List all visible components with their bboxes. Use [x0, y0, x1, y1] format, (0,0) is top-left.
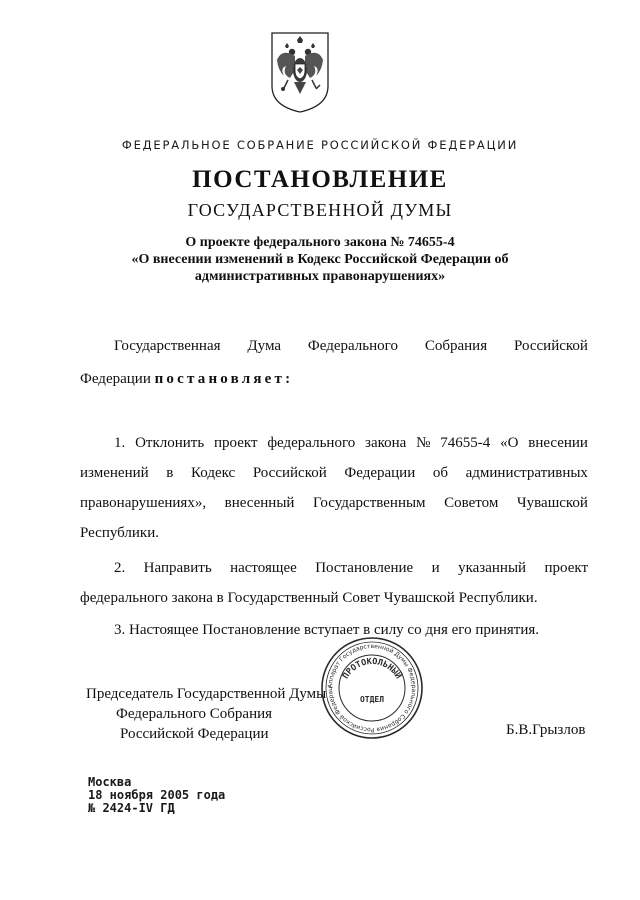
- intro-line: [80, 338, 588, 355]
- word: Российской: [252, 465, 327, 481]
- issuer: ГОСУДАРСТВЕННОЙ ДУМЫ: [187, 200, 453, 220]
- word: Государственным: [313, 495, 426, 511]
- word: Дума: [247, 338, 282, 354]
- word: Кодекс: [191, 465, 236, 481]
- word: 1.: [114, 435, 126, 451]
- word: Российской: [514, 338, 588, 354]
- official-stamp: [320, 636, 424, 740]
- paragraph-line: Республики.: [80, 525, 159, 541]
- word: Федерации: [344, 465, 416, 481]
- word: и: [431, 560, 440, 576]
- signatory-name: Б.В.Грызлов: [506, 722, 586, 738]
- word: №: [416, 435, 431, 451]
- russian-coat-of-arms-icon: [268, 30, 332, 114]
- paragraph-line: [80, 462, 588, 492]
- word: Отклонить: [135, 435, 205, 451]
- stamp-inner-top-text: ПРОТОКОЛЬНЫЙ: [341, 656, 403, 681]
- paragraph-line: [80, 492, 588, 522]
- paragraph-line: [80, 557, 588, 587]
- word: внесении: [528, 435, 588, 451]
- word: 74655-4: [440, 435, 491, 451]
- word: в: [166, 465, 174, 481]
- intro-line: [80, 371, 588, 388]
- document-number: № 2424-IV ГД: [88, 801, 175, 815]
- word: Постановление: [315, 560, 414, 576]
- stamp-outer-ring: [322, 638, 422, 738]
- signatory-title-line: Российской Федерации: [120, 726, 269, 742]
- organization-header: ФЕДЕРАЛЬНОЕ СОБРАНИЕ РОССИЙСКОЙ ФЕДЕРАЦИИ: [121, 138, 519, 152]
- stamp-center-text: ОТДЕЛ: [359, 695, 385, 704]
- word: закона: [365, 435, 407, 451]
- word: проект: [214, 435, 258, 451]
- word: федерального: [267, 435, 356, 451]
- word: указанный: [458, 560, 527, 576]
- paragraph-2: [80, 557, 588, 617]
- signatory-title-line: Федерального Собрания: [116, 706, 273, 722]
- document-subject: [0, 234, 640, 285]
- paragraph-line: 3. Настоящее Постановление вступает в силу со дня его принятия.: [114, 622, 540, 638]
- word: Государственная: [114, 338, 221, 354]
- document-footer: [88, 776, 225, 815]
- word: Направить: [143, 560, 212, 576]
- word: административных: [465, 465, 588, 481]
- word: 2.: [114, 560, 126, 576]
- resolves-keyword: постановляет:: [154, 371, 294, 387]
- signatory-title-line: Председатель Государственной Думы: [86, 686, 327, 702]
- word: Федерального: [307, 338, 398, 354]
- intro-paragraph: [80, 338, 588, 388]
- date: 18 ноября 2005 года: [88, 788, 226, 802]
- word: правонарушениях»,: [80, 495, 207, 511]
- word: об: [432, 465, 448, 481]
- paragraph-line: [80, 432, 588, 462]
- word: Чувашской: [516, 495, 588, 511]
- word: настоящее: [230, 560, 297, 576]
- stamp-outer-ring-inner: [326, 642, 418, 734]
- word: внесенный: [224, 495, 295, 511]
- emblem: [268, 30, 332, 114]
- subject-line: «О внесении изменений в Кодекс Российской Федерации об: [131, 252, 509, 267]
- paragraph-line: федерального закона в Государственный Совет Чувашской Республики.: [80, 590, 538, 606]
- paragraph-1: [80, 432, 588, 552]
- signatory-title: [86, 684, 326, 744]
- document-type: ПОСТАНОВЛЕНИЕ: [192, 166, 448, 193]
- word: Советом: [444, 495, 499, 511]
- stamp-outer-text: Аппарат Государственной Думы Федерального Собрания Российской Федерац: [326, 642, 418, 734]
- word: изменений: [80, 465, 149, 481]
- word: проект: [544, 560, 588, 576]
- subject-line: административных правонарушениях»: [194, 269, 446, 284]
- word: Федерации: [80, 371, 151, 387]
- city: Москва: [88, 775, 132, 789]
- word: «О: [500, 435, 519, 451]
- stamp-seal: [320, 636, 424, 740]
- subject-line: О проекте федерального закона № 74655-4: [185, 235, 455, 250]
- word: Собрания: [424, 338, 488, 354]
